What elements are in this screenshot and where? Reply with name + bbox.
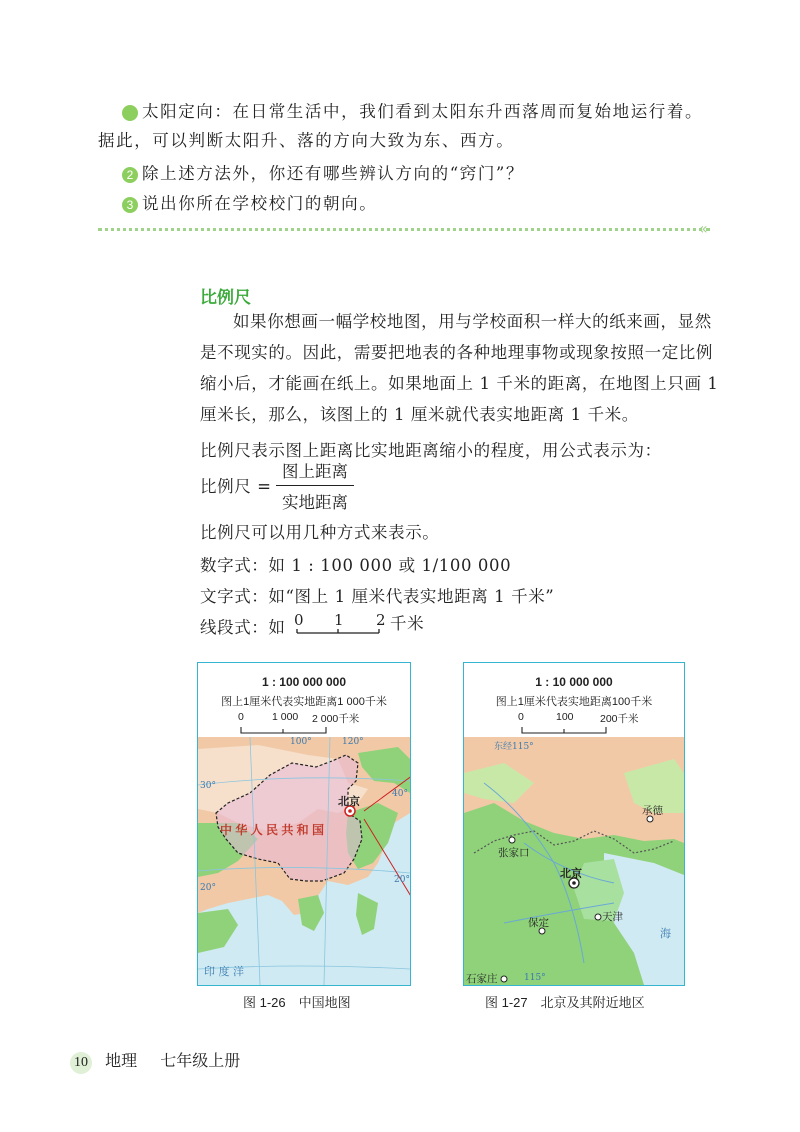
number-3-icon: 3 (122, 197, 138, 213)
double-chevron-icon: ‹‹ (698, 219, 705, 238)
linear-scale-bar (294, 611, 386, 631)
question-2 (122, 160, 524, 184)
linear-scale-prefix: 线段式：如 (200, 618, 286, 637)
map1-lat-30: 30° (200, 781, 216, 791)
map1-ocean: 印 度 洋 (204, 965, 244, 978)
question-2-text: 除上述方法外，你还有哪些辨认方向的“窍门”？ (142, 164, 525, 183)
map2-lon: 东经115° (494, 742, 534, 752)
scale-tick-1: 1 (334, 611, 344, 629)
formula-numerator: 图上距离 (276, 458, 354, 486)
question-3-text: 说出你所在学校校门的朝向。 (142, 194, 378, 213)
map1-verbal: 图上1厘米代表实地距离1 000千米 (221, 696, 387, 708)
map2-lon-bottom: 115° (524, 973, 546, 983)
map2-city-zhangjiakou: 张家口 (498, 847, 530, 859)
footer-grade: 七年级上册 (160, 1051, 241, 1070)
map1-lon-100: 100° (290, 737, 312, 747)
paragraph-1: 如果你想画一幅学校地图，用与学校面积一样大的纸来画，显然是不现实的。因此，需要把地表的各种地理事物或现象按照一定比例缩小后，才能画在纸上。如果地面上 1 千米的距离，在地图上只画 1 厘米长，那么，该图上的 1 厘米就代表实地距离 1 千米。 (200, 312, 719, 424)
map1-lat-20: 20° (200, 883, 216, 893)
map1-beijing: 北京 (338, 796, 360, 808)
map2-city-chengde: 承德 (642, 805, 663, 817)
sun-direction-line (122, 98, 703, 122)
sun-direction-text: 太阳定向：在日常生活中，我们看到太阳东升西落周而复始地运行着。 (142, 102, 704, 121)
map2-graphic (464, 663, 684, 985)
map1-lat-20b: 20° (394, 875, 410, 885)
map2-city-beijing: 北京 (560, 868, 582, 880)
scale-line (296, 615, 380, 635)
map2-tick-1: 100 (556, 711, 574, 723)
numeric-scale: 数字式：如 1 : 100 000 或 1/100 000 (200, 556, 512, 575)
map1-tick-2: 2 000千米 (312, 713, 360, 725)
map1-caption: 图 1-26 中国地图 (243, 995, 351, 1010)
map2-tick-2: 200千米 (600, 713, 639, 725)
page-number: 10 (70, 1052, 92, 1074)
map2-caption: 图 1-27 北京及其附近地区 (485, 995, 645, 1010)
map2-city-tianjin: 天津 (602, 911, 623, 923)
formula-denominator: 实地距离 (282, 493, 348, 512)
formula-fraction (276, 458, 354, 513)
verbal-scale: 文字式：如“图上 1 厘米代表实地距离 1 千米” (200, 587, 555, 606)
formula-lhs: 比例尺 = (200, 477, 272, 496)
map2-verbal: 图上1厘米代表实地距离100千米 (495, 696, 653, 708)
scale-tick-0: 0 (294, 611, 304, 629)
map2-tick-0: 0 (518, 711, 524, 723)
scale-tick-2: 2 (376, 611, 386, 629)
question-3 (122, 190, 377, 214)
paragraph-2: 比例尺表示图上距离比实地距离缩小的程度，用公式表示为： (200, 441, 662, 460)
map1-lat-40: 40° (392, 789, 408, 799)
map1-tick-1: 1 000 (272, 711, 299, 723)
section-heading: 比例尺 (200, 288, 251, 307)
map2-city-shijiazhuang: 石家庄 (466, 973, 498, 985)
green-dot-icon (122, 105, 138, 121)
page-footer (70, 1048, 240, 1074)
map1-ratio: 1 : 100 000 000 (261, 675, 347, 689)
map2-ratio: 1 : 10 000 000 (535, 675, 613, 689)
dotted-divider (98, 228, 710, 231)
map1-country: 中 华 人 民 共 和 国 (220, 823, 325, 837)
beijing-map (463, 662, 685, 986)
map1-tick-0: 0 (238, 711, 244, 723)
paragraph-3: 比例尺可以用几种方式来表示。 (200, 523, 440, 542)
map1-lon-120: 120° (342, 737, 364, 747)
map2-sea: 海 (660, 927, 671, 940)
footer-subject: 地理 (105, 1051, 138, 1070)
map2-city-baoding: 保定 (528, 917, 549, 929)
sun-direction-line-2: 据此，可以判断太阳升、落的方向大致为东、西方。 (98, 131, 515, 150)
china-map (197, 662, 411, 986)
linear-scale-unit: 千米 (390, 614, 425, 633)
number-2-icon: 2 (122, 167, 138, 183)
